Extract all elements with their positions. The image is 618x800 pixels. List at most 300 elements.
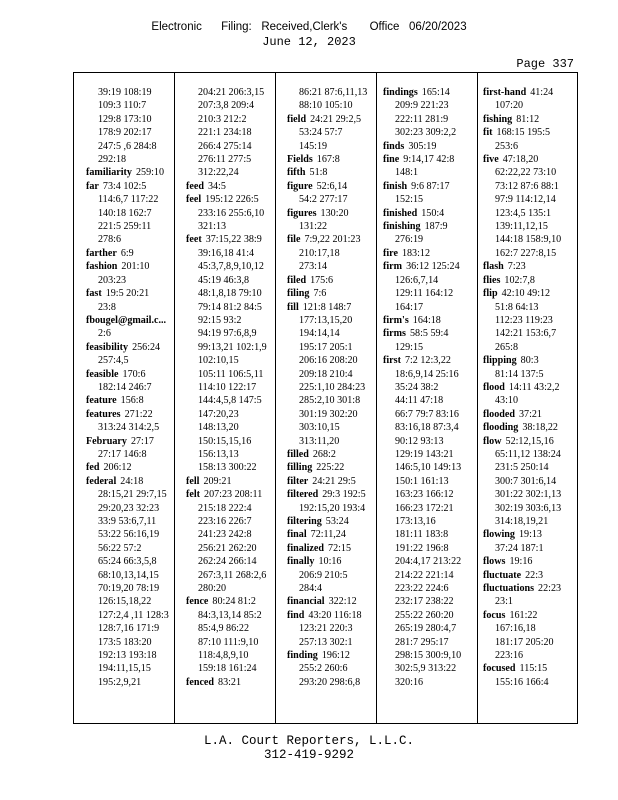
index-entry	[287, 528, 387, 541]
page-line-refs: 58:5 59:4	[409, 328, 449, 340]
page-line-refs: 195:12 226:5	[205, 194, 259, 206]
index-entry-continuation	[383, 569, 483, 582]
index-entry-continuation	[383, 448, 483, 461]
page-line-refs: 65:24 66:3,5,8	[98, 556, 157, 568]
page-line-refs: 23:1	[495, 596, 513, 608]
index-entry	[287, 153, 387, 166]
page-line-refs: 72:11,24	[310, 529, 346, 541]
index-entry	[483, 260, 583, 273]
index-entry	[86, 435, 186, 448]
page-line-refs: 27:17	[130, 435, 154, 447]
page-line-refs: 102:10,15	[198, 355, 239, 367]
page-line-refs: 225:22	[316, 462, 345, 474]
page-line-refs: 178:9 202:17	[98, 127, 152, 139]
index-entry-continuation	[383, 555, 483, 568]
page-line-refs: 129:11 164:12	[395, 288, 454, 300]
index-entry	[383, 247, 483, 260]
page-line-refs: 144:4,5,8 147:5	[198, 395, 262, 407]
index-entry-continuation	[483, 622, 583, 635]
page-line-refs: 164:18	[412, 314, 441, 326]
index-entry-continuation	[86, 555, 186, 568]
index-entry-continuation	[483, 314, 583, 327]
index-entry	[287, 555, 387, 568]
page-line-refs: 156:8	[120, 395, 144, 407]
index-term: fifth	[287, 167, 306, 179]
page-line-refs: 164:17	[395, 301, 424, 313]
page-line-refs: 305:19	[408, 140, 437, 152]
index-entry-continuation	[383, 233, 483, 246]
index-entry	[86, 461, 186, 474]
index-entry-continuation	[86, 649, 186, 662]
index-entry-continuation	[186, 408, 286, 421]
page-line-refs: 87:10 111:9,10	[198, 636, 259, 648]
index-entry-continuation	[383, 301, 483, 314]
page-line-refs: 302:19 303:6,13	[495, 502, 562, 514]
page-line-refs: 256:21 262:20	[198, 542, 257, 554]
index-column-5	[483, 86, 583, 689]
index-term: focus	[483, 609, 506, 621]
page-line-refs: 206:16 208:20	[299, 355, 358, 367]
page-line-refs: 285:2,10 301:8	[299, 395, 361, 407]
page-line-refs: 262:24 266:14	[198, 556, 257, 568]
index-term: finalized	[287, 542, 325, 554]
index-term: feed	[186, 180, 204, 192]
page-line-refs: 127:2,4 ,11 128:3	[98, 609, 169, 621]
index-entry	[287, 180, 387, 193]
index-entry	[483, 408, 583, 421]
index-entry	[383, 153, 483, 166]
index-entry-continuation	[287, 99, 387, 112]
index-entry-continuation	[186, 394, 286, 407]
index-term: firm's	[383, 314, 409, 326]
index-entry-continuation	[186, 528, 286, 541]
page-line-refs: 321:13	[198, 221, 227, 233]
page-line-refs: 210:3 212:2	[198, 113, 247, 125]
index-entry	[383, 314, 483, 327]
index-term: focused	[483, 663, 516, 675]
index-entry	[383, 180, 483, 193]
page-line-refs: 161:22	[509, 609, 538, 621]
page-line-refs: 140:18 162:7	[98, 207, 152, 219]
page-line-refs: 313:11,20	[299, 435, 340, 447]
index-term: fenced	[186, 676, 215, 688]
page-line-refs: 162:7 227:8,15	[495, 247, 557, 259]
index-entry-continuation	[186, 126, 286, 139]
index-entry-continuation	[186, 153, 286, 166]
page-line-refs: 47:18,20	[502, 154, 539, 166]
page-line-refs: 271:22	[124, 408, 153, 420]
index-entry-continuation	[287, 314, 387, 327]
index-entry-continuation	[86, 354, 186, 367]
index-term: flowing	[483, 529, 515, 541]
index-term: filling	[287, 462, 313, 474]
index-term: fluctuate	[483, 569, 522, 581]
index-entry	[383, 86, 483, 99]
index-entry	[287, 233, 387, 246]
page-line-refs: 322:12	[328, 596, 357, 608]
index-entry	[483, 662, 583, 675]
index-entry-continuation	[287, 421, 387, 434]
index-entry-continuation	[483, 448, 583, 461]
page-line-refs: 209:21	[203, 475, 232, 487]
page-line-refs: 159:18 161:24	[198, 663, 257, 675]
page-line-refs: 241:23 242:8	[198, 529, 252, 541]
index-entry-continuation	[86, 502, 186, 515]
index-term: familiarity	[86, 167, 132, 179]
index-entry-continuation	[287, 220, 387, 233]
index-term: firm	[383, 261, 403, 273]
index-entry	[86, 247, 186, 260]
index-term: finding	[287, 650, 318, 662]
index-entry-continuation	[383, 515, 483, 528]
page-line-refs: 7:6	[313, 288, 327, 300]
index-entry-continuation	[383, 676, 483, 689]
index-entry	[483, 435, 583, 448]
page-line-refs: 183:12	[401, 247, 430, 259]
index-term: fluctuations	[483, 583, 535, 595]
page-line-refs: 175:6	[310, 274, 334, 286]
index-entry-continuation	[287, 368, 387, 381]
page-line-refs: 41:24	[530, 87, 554, 98]
index-term: February	[86, 435, 127, 447]
page-line-refs: 83:21	[218, 676, 242, 688]
index-entry	[86, 341, 186, 354]
page-line-refs: 53:24 57:7	[299, 127, 343, 139]
index-entry-continuation	[383, 609, 483, 622]
index-entry	[287, 287, 387, 300]
page-line-refs: 29:3 192:5	[322, 489, 366, 501]
index-term: feasibility	[86, 341, 129, 353]
page-line-refs: 281:7 295:17	[395, 636, 449, 648]
index-term: flooded	[483, 408, 515, 420]
index-term: finished	[383, 207, 418, 219]
index-entry-continuation	[383, 274, 483, 287]
index-entry-continuation	[86, 327, 186, 340]
index-column-4	[383, 86, 483, 689]
index-entry	[86, 314, 186, 327]
index-entry-continuation	[86, 636, 186, 649]
page-line-refs: 301:22 302:1,13	[495, 489, 562, 501]
index-entry	[287, 609, 387, 622]
page-line-refs: 73:12 87:6 88:1	[495, 180, 559, 192]
index-entry-continuation	[186, 435, 286, 448]
page-line-refs: 39:16,18 41:4	[198, 247, 255, 259]
index-entry-continuation	[287, 341, 387, 354]
index-term: final	[287, 529, 307, 541]
index-entry-continuation	[287, 247, 387, 260]
index-entry-continuation	[86, 582, 186, 595]
page-line-refs: 37:15,22 38:9	[205, 234, 262, 246]
page-line-refs: 177:13,15,20	[299, 314, 353, 326]
page-line-refs: 72:15	[328, 542, 352, 554]
index-entry-continuation	[383, 99, 483, 112]
index-entry-continuation	[86, 421, 186, 434]
page-line-refs: 126:6,7,14	[395, 274, 439, 286]
page-line-refs: 24:21 29:2,5	[310, 113, 362, 125]
page-line-refs: 265:8	[495, 341, 518, 353]
page-line-refs: 196:12	[321, 650, 350, 662]
page-line-refs: 142:21 153:6,7	[495, 328, 557, 340]
page-line-refs: 207:23 208:11	[204, 489, 263, 501]
page-line-refs: 54:2 277:17	[299, 194, 348, 206]
index-entry	[287, 448, 387, 461]
index-term: flooding	[483, 422, 519, 434]
page-line-refs: 265:19 280:4,7	[395, 623, 457, 635]
page-line-refs: 231:5 250:14	[495, 462, 549, 474]
index-entry	[483, 287, 583, 300]
page-line-refs: 191:22 196:8	[395, 542, 449, 554]
index-entry-continuation	[186, 649, 286, 662]
page-line-refs: 18:6,9,14 25:16	[395, 368, 459, 380]
index-entry-continuation	[483, 461, 583, 474]
index-term: flow	[483, 435, 502, 447]
page-line-refs: 86:21 87:6,11,13	[299, 87, 368, 98]
index-entry-continuation	[186, 448, 286, 461]
page-line-refs: 204:21 206:3,15	[198, 87, 265, 98]
index-entry	[483, 569, 583, 582]
page-line-refs: 158:13 300:22	[198, 462, 257, 474]
page-line-refs: 44:11 47:18	[395, 395, 444, 407]
page-line-refs: 53:22 56:16,19	[98, 529, 160, 541]
page-line-refs: 298:15 300:9,10	[395, 650, 462, 662]
index-term: first-hand	[483, 87, 527, 98]
index-entry	[186, 180, 286, 193]
index-entry-continuation	[186, 287, 286, 300]
page-line-refs: 22:3	[525, 569, 544, 581]
index-entry-continuation	[86, 448, 186, 461]
index-term: fed	[86, 462, 100, 474]
page-line-refs: 148:13,20	[198, 422, 239, 434]
index-entry-continuation	[86, 140, 186, 153]
page-line-refs: 253:6	[495, 140, 518, 152]
index-term: finish	[383, 180, 408, 192]
index-entry	[483, 113, 583, 126]
index-entry-continuation	[287, 676, 387, 689]
page-line-refs: 223:22 224:6	[395, 583, 449, 595]
index-entry-continuation	[86, 193, 186, 206]
page-line-refs: 131:22	[299, 221, 328, 233]
index-term: fire	[383, 247, 398, 259]
index-term: finishing	[383, 221, 421, 233]
index-entry-continuation	[287, 435, 387, 448]
index-term: findings	[383, 87, 418, 98]
index-term: filled	[287, 448, 309, 460]
index-term: fit	[483, 127, 493, 139]
page-line-refs: 201:10	[121, 261, 150, 273]
page-line-refs: 62:22,22 73:10	[495, 167, 557, 179]
page-line-refs: 51:8 64:13	[495, 301, 539, 313]
page-line-refs: 266:4 275:14	[198, 140, 252, 152]
index-entry	[287, 207, 387, 220]
page-line-refs: 144:18 158:9,10	[495, 234, 562, 246]
index-entry-continuation	[86, 515, 186, 528]
index-entry-continuation	[287, 408, 387, 421]
page-line-refs: 215:18 222:4	[198, 502, 252, 514]
index-entry	[383, 327, 483, 340]
page-line-refs: 276:19	[395, 234, 424, 246]
page-line-refs: 195:17 205:1	[299, 341, 353, 353]
index-entry	[86, 394, 186, 407]
index-term: felt	[186, 489, 201, 501]
index-entry-continuation	[186, 113, 286, 126]
index-entry-continuation	[86, 569, 186, 582]
page-line-refs: 301:19 302:20	[299, 408, 358, 420]
index-entry-continuation	[383, 461, 483, 474]
page-line-refs: 223:16	[495, 650, 524, 662]
index-entry-continuation	[383, 502, 483, 515]
page-line-refs: 255:2 260:6	[299, 663, 348, 675]
index-entry-continuation	[483, 247, 583, 260]
index-entry-continuation	[186, 220, 286, 233]
page-line-refs: 195:2,9,21	[98, 676, 142, 688]
index-term: flipping	[483, 355, 517, 367]
index-entry-continuation	[186, 636, 286, 649]
page-line-refs: 221:5 259:11	[98, 221, 152, 233]
index-entry-continuation	[86, 113, 186, 126]
index-term: feet	[186, 234, 202, 246]
index-entry-continuation	[483, 595, 583, 608]
page-line-refs: 166:23 172:21	[395, 502, 454, 514]
page-line-refs: 170:6	[122, 368, 146, 380]
index-entry	[383, 260, 483, 273]
page-line-refs: 7:9,22 201:23	[304, 234, 361, 246]
page-line-refs: 145:19	[299, 140, 328, 152]
index-term: flies	[483, 274, 501, 286]
index-entry-continuation	[86, 488, 186, 501]
index-term: farther	[86, 247, 117, 259]
index-entry-continuation	[483, 220, 583, 233]
index-term: fashion	[86, 261, 118, 273]
page-line-refs: 129:19 143:21	[395, 448, 454, 460]
page-line-refs: 2:6	[98, 328, 111, 340]
index-entry	[287, 166, 387, 179]
page-line-refs: 150:4	[421, 207, 445, 219]
page-line-refs: 284:4	[299, 583, 322, 595]
index-term: features	[86, 408, 121, 420]
page-line-refs: 19:5 20:21	[105, 288, 150, 300]
page-line-refs: 314:18,19,21	[495, 516, 549, 527]
page-line-refs: 148:1	[395, 167, 418, 179]
page-line-refs: 36:12 125:24	[406, 261, 460, 273]
page-line-refs: 65:11,12 138:24	[495, 448, 561, 460]
page-line-refs: 102:7,8	[504, 274, 535, 286]
page-line-refs: 257:4,5	[98, 355, 129, 367]
index-entry-continuation	[383, 287, 483, 300]
page-line-refs: 126:15,18,22	[98, 596, 152, 608]
index-entry-continuation	[86, 207, 186, 220]
page-line-refs: 27:17 146:8	[98, 448, 147, 460]
index-entry-continuation	[186, 368, 286, 381]
page-line-refs: 165:14	[421, 87, 450, 98]
page-line-refs: 207:3,8 209:4	[198, 100, 255, 112]
index-entry-continuation	[186, 515, 286, 528]
index-term: financial	[287, 596, 325, 608]
index-term: Fields	[287, 154, 313, 166]
index-entry-continuation	[86, 622, 186, 635]
page-line-refs: 7:23	[507, 261, 526, 273]
index-entry	[287, 461, 387, 474]
index-entry-continuation	[186, 662, 286, 675]
index-entry	[287, 649, 387, 662]
page-line-refs: 33:9 53:6,7,11	[98, 516, 157, 527]
index-entry-continuation	[483, 180, 583, 193]
page-line-refs: 247:5 ,6 284:8	[98, 140, 157, 152]
index-entry	[186, 595, 286, 608]
page-line-refs: 83:16,18 87:3,4	[395, 422, 459, 434]
index-entry-continuation	[383, 341, 483, 354]
index-entry	[483, 354, 583, 367]
index-entry	[383, 354, 483, 367]
page-line-refs: 52:12,15,16	[505, 435, 554, 447]
page-line-refs: 99:13,21 102:1,9	[198, 341, 267, 353]
index-entry-continuation	[86, 153, 186, 166]
page-line-refs: 121:8 148:7	[302, 301, 352, 313]
index-entry-continuation	[483, 233, 583, 246]
index-term: filter	[287, 475, 309, 487]
page-line-refs: 7:2 12:3,22	[404, 355, 451, 367]
index-entry-continuation	[186, 622, 286, 635]
page-line-refs: 107:20	[495, 100, 524, 112]
page-line-refs: 51:8	[309, 167, 328, 179]
page-number: Page 337	[516, 57, 574, 71]
index-entry-continuation	[86, 86, 186, 99]
index-entry-continuation	[186, 381, 286, 394]
page-line-refs: 79:14 81:2 84:5	[198, 301, 262, 313]
page-line-refs: 206:9 210:5	[299, 569, 348, 581]
page-line-refs: 233:16 255:6,10	[198, 207, 265, 219]
page-line-refs: 167:8	[316, 154, 340, 166]
page-line-refs: 43:10	[495, 395, 518, 407]
page-line-refs: 209:18 210:4	[299, 368, 353, 380]
page-line-refs: 43:20 116:18	[308, 609, 362, 621]
index-entry-continuation	[287, 622, 387, 635]
index-entry-continuation	[287, 327, 387, 340]
index-entry-continuation	[383, 528, 483, 541]
index-term: federal	[86, 475, 117, 487]
index-term: far	[86, 180, 99, 192]
page-line-refs: 97:9 114:12,14	[495, 194, 556, 206]
index-term: feature	[86, 395, 117, 407]
page-line-refs: 147:20,23	[198, 408, 239, 420]
index-entry-continuation	[186, 421, 286, 434]
index-entry	[287, 301, 387, 314]
page-line-refs: 192:13 193:18	[98, 650, 157, 662]
index-entry-continuation	[287, 140, 387, 153]
page-line-refs: 168:15 195:5	[496, 127, 551, 139]
page-line-refs: 112:23 119:23	[495, 314, 553, 326]
index-entry	[86, 475, 186, 488]
index-entry-continuation	[287, 662, 387, 675]
page-line-refs: 70:19,20 78:19	[98, 583, 160, 595]
index-entry	[483, 421, 583, 434]
page-line-refs: 48:1,8,18 79:10	[198, 288, 262, 300]
word-index-frame	[73, 72, 578, 724]
index-entry-continuation	[86, 528, 186, 541]
page-line-refs: 302:23 309:2,2	[395, 127, 457, 139]
index-term: five	[483, 154, 499, 166]
index-entry-continuation	[483, 515, 583, 528]
index-entry-continuation	[186, 207, 286, 220]
page-line-refs: 292:18	[98, 154, 127, 166]
page-line-refs: 203:23	[98, 274, 127, 286]
page-line-refs: 118:4,8,9,10	[198, 650, 249, 662]
index-entry-continuation	[86, 609, 186, 622]
page-line-refs: 45:3,7,8,9,10,12	[198, 261, 264, 273]
index-entry-continuation	[483, 193, 583, 206]
page-line-refs: 19:16	[509, 556, 533, 568]
index-term: flash	[483, 261, 504, 273]
index-entry-continuation	[287, 502, 387, 515]
